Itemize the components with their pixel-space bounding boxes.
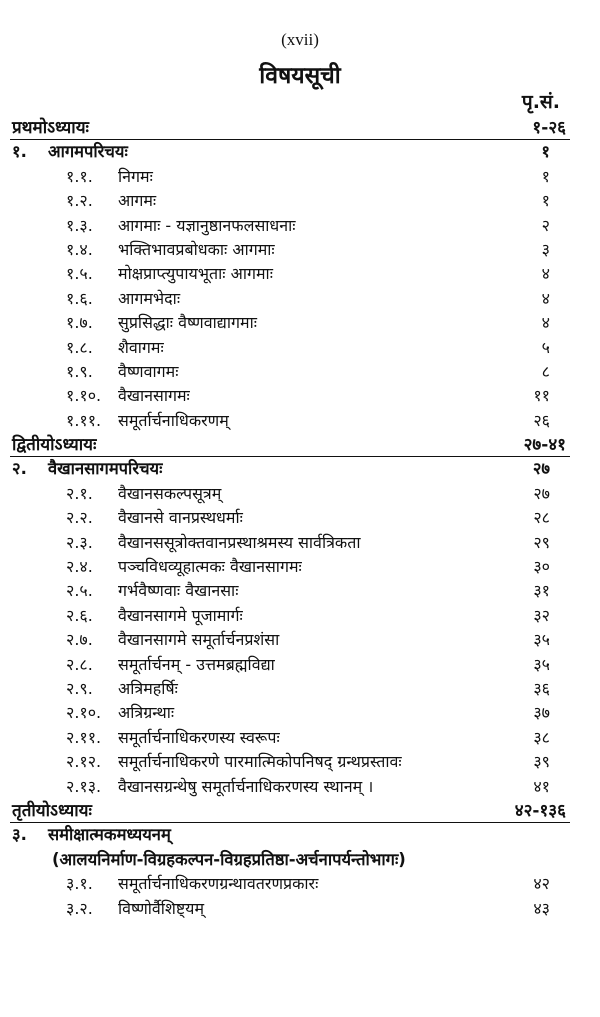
toc-entry-label <box>66 579 238 603</box>
toc-entry-section <box>0 457 600 481</box>
entry-title: वैखानससूत्रोक्तवानप्रस्थाश्रमस्य सार्वत्रिकता <box>118 532 361 552</box>
toc-entry-label <box>66 775 373 799</box>
toc-entry-label <box>66 897 204 921</box>
section-number: १. <box>12 142 27 162</box>
section-number: २.२. <box>66 508 93 528</box>
entry-title: आगमाः - यज्ञानुष्ठानफलसाधनाः <box>118 215 296 235</box>
page-number: ३२ <box>533 605 550 625</box>
page-number: ४२-१३६ <box>514 800 566 821</box>
toc-entry-sub <box>0 360 600 384</box>
page-number: २७-४१ <box>523 435 566 456</box>
page-number: २ <box>541 215 550 235</box>
section-number: ३. <box>12 825 27 845</box>
entry-title: प्रथमोऽध्यायः <box>12 118 89 138</box>
page-number: ८ <box>541 361 550 381</box>
toc-entry-label <box>66 287 180 311</box>
page-number: ४३ <box>533 898 550 918</box>
entry-title: समूर्तार्चनाधिकरणग्रन्थावतरणप्रकारः <box>118 874 319 894</box>
toc-entry-sub <box>0 653 600 677</box>
entry-title: अत्रिमहर्षिः <box>118 678 178 698</box>
toc-entry-sub <box>0 897 600 921</box>
toc-entry-label <box>66 214 296 238</box>
toc-entry-chapter <box>0 116 600 140</box>
entry-title: वैखानसागमः <box>118 386 190 406</box>
page-number: ३८ <box>533 727 550 747</box>
toc-entry-sub <box>0 628 600 652</box>
toc-entry-label <box>12 799 92 823</box>
toc-entry-sub <box>0 311 600 335</box>
toc-entry-label <box>66 726 280 750</box>
entry-title: पञ्चविधव्यूहात्मकः वैखानसागमः <box>118 557 302 577</box>
toc-entry-label <box>66 189 156 213</box>
toc-entry-sub <box>0 482 600 506</box>
toc-entry-note <box>0 848 600 872</box>
roman-page-number: (xvii) <box>281 30 319 49</box>
entry-title: अत्रिग्रन्थाः <box>118 703 175 723</box>
entry-title: शैवागमः <box>118 337 164 357</box>
entry-title: वैष्णवागमः <box>118 361 179 381</box>
page-number: ३ <box>541 239 550 259</box>
entry-title: वैखानसग्रन्थेषु समूर्तार्चनाधिकरणस्य स्थानम् । <box>118 776 374 796</box>
entry-title: समूर्तार्चनाधिकरणे पारमात्मिकोपनिषद् ग्रन्थप्रस्तावः <box>118 752 402 772</box>
section-number: २.४. <box>66 557 93 577</box>
page-number: ४ <box>541 288 550 308</box>
section-number: २.३. <box>66 532 93 552</box>
section-number: १.३. <box>66 215 93 235</box>
toc-entry-sub <box>0 579 600 603</box>
section-number: २.१२. <box>66 752 102 772</box>
section-number: १.१. <box>66 166 93 186</box>
page-number: ११ <box>533 386 550 406</box>
page-title: विषयसूची <box>259 63 341 89</box>
toc-entry-sub <box>0 872 600 896</box>
toc-entry-label <box>66 701 174 725</box>
page-number: ३१ <box>533 581 550 601</box>
page-number: २७ <box>532 459 550 479</box>
page-number: १-२६ <box>532 118 566 138</box>
page-number: १ <box>541 191 550 211</box>
toc-entry-label <box>66 653 275 677</box>
entry-title: समूर्तार्चनम् - उत्तमब्रह्मविद्या <box>118 654 275 674</box>
toc-entry-sub <box>0 604 600 628</box>
section-number: १.५. <box>66 264 93 284</box>
toc-entry-section <box>0 823 600 847</box>
toc-entry-sub <box>0 238 600 262</box>
entry-title: आगमभेदाः <box>118 288 181 308</box>
toc-entry-section <box>0 140 600 164</box>
toc-entry-label <box>66 677 178 701</box>
entry-title: तृतीयोऽध्यायः <box>12 800 92 821</box>
toc-entry-sub <box>0 336 600 360</box>
section-number: २.७. <box>66 630 93 650</box>
section-number: १.१०. <box>66 386 102 406</box>
page-number: २८ <box>533 508 550 528</box>
toc-entry-chapter <box>0 433 600 457</box>
entry-title: समीक्षात्मकमध्ययनम् <box>48 825 171 845</box>
page-number: ४२ <box>533 874 550 894</box>
toc-entry-label <box>66 482 221 506</box>
entry-title: वैखानसागमे पूजामार्गः <box>118 605 243 625</box>
entry-title: वैखानसागमपरिचयः <box>48 459 163 479</box>
entry-title: (आलयनिर्माण-विग्रहकल्पन-विग्रहप्रतिष्ठा-अर्चनापर्यन्तोभागः) <box>52 849 406 869</box>
section-number: २.५. <box>66 581 93 601</box>
page-number: ३० <box>533 557 550 577</box>
toc-entry-sub <box>0 384 600 408</box>
entry-title: सुप्रसिद्धाः वैष्णवाद्यागमाः <box>118 313 257 333</box>
section-number: ३.२. <box>66 898 93 918</box>
page-number: ४१ <box>533 776 550 796</box>
toc-entry-label <box>66 311 257 335</box>
toc-entry-label <box>66 336 164 360</box>
section-number: ३.१. <box>66 874 93 894</box>
entry-title: विष्णोर्वैशिष्ट्यम् <box>118 898 205 918</box>
toc-entry-sub <box>0 214 600 238</box>
page-number: ३५ <box>533 630 550 650</box>
section-number: २.११. <box>66 727 102 747</box>
toc-entry-label <box>66 506 243 530</box>
toc-entry-label <box>66 750 402 774</box>
page-number: १ <box>541 166 550 186</box>
section-number: १.४. <box>66 239 93 259</box>
entry-title: निगमः <box>118 166 153 186</box>
page-column-heading: पृ.सं. <box>521 91 560 113</box>
toc-entry-sub <box>0 287 600 311</box>
toc-entry-label <box>66 555 302 579</box>
entry-title: आगमपरिचयः <box>48 142 128 162</box>
section-number: १.११. <box>66 410 102 430</box>
toc-entry-label <box>66 872 318 896</box>
toc-entry-label <box>66 531 360 555</box>
section-number: २.६. <box>66 605 93 625</box>
entry-title: भक्तिभावप्रबोधकाः आगमाः <box>118 239 275 259</box>
toc-entry-chapter <box>0 799 600 823</box>
page-number: ३९ <box>533 752 550 772</box>
toc-entry-sub <box>0 750 600 774</box>
entry-title: द्वितीयोऽध्यायः <box>12 435 97 456</box>
toc-entry-sub <box>0 555 600 579</box>
entry-title: वैखानसे वानप्रस्थधर्माः <box>118 508 243 528</box>
toc-entry-sub <box>0 726 600 750</box>
page-number: २९ <box>533 532 550 552</box>
section-number: २.१३. <box>66 776 102 796</box>
entry-title: समूर्तार्चनाधिकरणस्य स्वरूपः <box>118 727 280 747</box>
page-number: ४ <box>541 264 550 284</box>
entry-title: वैखानसागमे समूर्तार्चनप्रशंसा <box>118 630 280 650</box>
entry-title: मोक्षप्राप्त्युपायभूताः आगमाः <box>118 264 273 284</box>
toc-entry-sub <box>0 677 600 701</box>
toc-entry-label <box>66 360 178 384</box>
toc-entry-label <box>12 457 162 481</box>
toc-entry-label <box>52 848 406 872</box>
toc-entry-label <box>66 238 275 262</box>
page-number: २६ <box>533 410 550 430</box>
page-number: ४ <box>541 313 550 333</box>
page-number: ३६ <box>533 678 550 698</box>
toc-entry-sub <box>0 701 600 725</box>
toc-entry-sub <box>0 262 600 286</box>
section-number: १.२. <box>66 191 93 211</box>
toc-entry-sub <box>0 165 600 189</box>
toc-entry-label <box>66 165 153 189</box>
section-number: २.८. <box>66 654 93 674</box>
toc-entry-sub <box>0 531 600 555</box>
entry-title: आगमः <box>118 191 157 211</box>
page-number: ३५ <box>533 654 550 674</box>
toc-entry-label <box>66 409 229 433</box>
section-number: १.७. <box>66 313 93 333</box>
toc-entry-label <box>12 140 128 164</box>
toc-entry-label <box>12 433 96 457</box>
toc-entry-label <box>12 823 171 847</box>
toc-entry-label <box>66 628 279 652</box>
section-number: २. <box>12 459 27 479</box>
page-number: १ <box>541 142 550 162</box>
entry-title: वैखानसकल्पसूत्रम् <box>118 483 222 503</box>
page-number: ५ <box>541 337 550 357</box>
toc-entry-label <box>66 384 190 408</box>
section-number: १.८. <box>66 337 93 357</box>
toc-entry-label <box>66 604 243 628</box>
toc-entry-sub <box>0 506 600 530</box>
toc-entry-sub <box>0 409 600 433</box>
section-number: २.१०. <box>66 703 102 723</box>
section-number: १.६. <box>66 288 93 308</box>
table-of-contents <box>0 116 600 921</box>
entry-title: समूर्तार्चनाधिकरणम् <box>118 410 229 430</box>
toc-entry-label <box>12 116 89 140</box>
section-number: १.९. <box>66 361 93 381</box>
section-number: २.९. <box>66 678 93 698</box>
section-number: २.१. <box>66 483 93 503</box>
page-number: २७ <box>533 483 550 503</box>
toc-entry-sub <box>0 775 600 799</box>
toc-entry-sub <box>0 189 600 213</box>
toc-entry-label <box>66 262 273 286</box>
page-number: ३७ <box>533 703 550 723</box>
entry-title: गर्भवैष्णवाः वैखानसाः <box>118 581 239 601</box>
